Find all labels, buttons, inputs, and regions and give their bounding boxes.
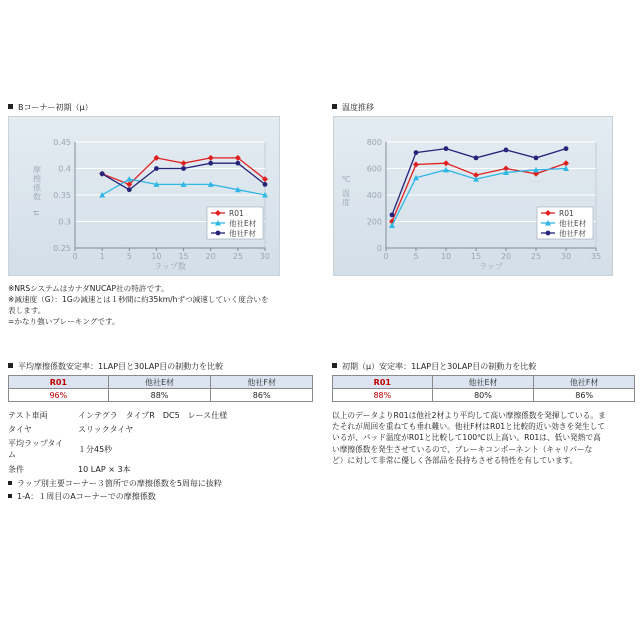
value-f: 86% <box>534 389 635 402</box>
right-line-chart <box>334 117 612 275</box>
x-axis-label: ラップ数 <box>154 262 186 271</box>
square-bullet-icon <box>332 363 337 368</box>
square-bullet-icon <box>8 494 12 498</box>
data-point <box>413 162 419 168</box>
notes <box>8 283 269 327</box>
x-tick-label: 20 <box>500 252 512 261</box>
data-point <box>181 160 187 166</box>
x-tick-label: 25 <box>232 252 243 261</box>
left-chart-title <box>8 102 93 113</box>
right-chart-panel <box>333 116 613 276</box>
x-tick-label: 10 <box>151 252 162 261</box>
paragraph-line: いるが、パッド温度がR01と比較して100℃以上高い。R01は、低い発熱で高 <box>332 433 601 443</box>
x-tick-label: 5 <box>413 252 419 261</box>
x-tick-label: 15 <box>470 252 482 261</box>
condition-label: 平均ラップタイ <box>8 439 64 448</box>
left-chart-title-text: Bコーナー初期（μ） <box>18 103 93 112</box>
legend-label: 他社F材 <box>559 229 586 238</box>
condition-value: インテグラ タイプR DC5 レース仕様 <box>78 411 228 420</box>
x-tick-label: 1 <box>99 252 105 261</box>
header-f: 他社F材 <box>211 376 313 389</box>
legend-marker <box>546 231 551 236</box>
legend-marker <box>216 231 221 236</box>
condition-value: スリックタイヤ <box>78 425 134 434</box>
right-table-title-text: 初期（μ）安定率：1LAP目と30LAP目の制動力を比較 <box>342 362 537 371</box>
table-header-row <box>333 376 635 389</box>
bullet-item <box>8 491 156 502</box>
data-point <box>474 156 479 161</box>
condition-label: ム <box>8 450 16 459</box>
header-e: 他社E材 <box>108 376 211 389</box>
x-tick-label: 0 <box>72 252 78 261</box>
bullet-item <box>8 478 222 489</box>
data-point <box>390 212 395 217</box>
square-bullet-icon <box>8 104 13 109</box>
right-chart-title <box>332 102 374 113</box>
x-tick-label: 20 <box>205 252 216 261</box>
x-tick-label: 25 <box>530 252 542 261</box>
x-tick-label: 30 <box>560 252 572 261</box>
value-r01: 88% <box>333 389 433 402</box>
bullet-text: ラップ別主要コーナー３箇所での摩擦係数を5周毎に抜粋 <box>17 479 222 488</box>
left-table-title <box>8 361 223 372</box>
data-point <box>443 160 449 166</box>
data-point <box>534 156 539 161</box>
data-point <box>504 148 509 153</box>
y-axis-label: 摩擦係数 μ <box>32 165 42 217</box>
paragraph-line: ど）に対して非常に優しく各部品を長持ちさせる特性を有しています。 <box>332 455 578 465</box>
y-tick-label: 0.25 <box>53 244 71 253</box>
value-r01: 96% <box>9 389 109 402</box>
series-line <box>392 149 566 215</box>
table-row <box>9 389 313 402</box>
data-point <box>443 167 449 173</box>
header-r01: R01 <box>9 376 109 389</box>
condition-label: テスト車両 <box>8 411 48 420</box>
data-point <box>563 160 569 166</box>
value-f: 86% <box>211 389 313 402</box>
note-line: ※減速度（G）：1Gの減速とは１秒間に約35km/hずつ減速していく度合いを <box>8 295 269 304</box>
bullet-text: 1-A：１周目のAコーナーでの摩擦係数 <box>17 492 156 501</box>
paragraph-line: たそれが周回を重ねても垂れ難い。他社F材はR01と比較的近い効きを発生して <box>332 422 606 432</box>
x-axis-label: ラップ <box>479 262 503 271</box>
y-tick-label: 0.35 <box>53 191 71 200</box>
data-point <box>414 150 419 155</box>
data-point <box>208 155 214 161</box>
data-point <box>127 187 132 192</box>
y-tick-label: 0 <box>376 244 382 253</box>
y-tick-label: 400 <box>366 191 382 200</box>
y-tick-label: 0.4 <box>58 164 71 174</box>
x-tick-label: 30 <box>259 252 271 261</box>
y-tick-label: 200 <box>366 217 382 227</box>
y-axis-label: ℃ 温度 <box>341 175 351 207</box>
right-chart-title-text: 温度推移 <box>342 103 374 112</box>
data-point <box>208 161 213 166</box>
y-tick-label: 600 <box>366 164 382 174</box>
x-tick-label: 35 <box>590 252 602 261</box>
table-header-row <box>9 376 313 389</box>
data-point <box>235 161 240 166</box>
right-table-title <box>332 361 536 372</box>
x-tick-label: 10 <box>440 252 452 261</box>
data-point <box>154 166 159 171</box>
square-bullet-icon <box>8 481 12 485</box>
y-tick-label: 0.3 <box>58 217 71 227</box>
legend-label: 他社E材 <box>229 219 257 228</box>
condition-label: タイヤ <box>8 425 32 434</box>
data-point <box>444 146 449 151</box>
x-tick-label: 0 <box>383 252 389 261</box>
left-stability-table <box>8 375 313 402</box>
legend-label: 他社E材 <box>559 219 587 228</box>
left-chart-panel <box>8 116 280 276</box>
value-e: 88% <box>108 389 211 402</box>
legend-label: 他社F材 <box>229 229 256 238</box>
legend-label: R01 <box>559 209 574 218</box>
data-point <box>389 222 395 228</box>
right-stability-table <box>332 375 635 402</box>
paragraph-line: 以上のデータよりR01は他社2材より平均して高い摩擦係数を発揮している。ま <box>332 411 606 420</box>
x-tick-label: 15 <box>178 252 189 261</box>
y-tick-label: 0.45 <box>53 138 71 147</box>
y-tick-label: 800 <box>366 138 382 147</box>
condition-label: 条件 <box>8 465 24 474</box>
header-e: 他社E材 <box>432 376 534 389</box>
data-point <box>564 146 569 151</box>
data-point <box>100 171 105 176</box>
note-line: =かなり強いブレーキングです。 <box>8 317 120 326</box>
legend-label: R01 <box>229 209 244 218</box>
square-bullet-icon <box>332 104 337 109</box>
series-他社F材 <box>390 146 569 217</box>
left-line-chart <box>9 117 279 275</box>
condition-value: １分45秒 <box>78 445 113 454</box>
square-bullet-icon <box>8 363 13 368</box>
note-line: 表します。 <box>8 306 46 315</box>
note-line: ※NRSシステムはカナダNUCAP社の特許です。 <box>8 284 169 293</box>
header-r01: R01 <box>333 376 433 389</box>
data-point <box>263 182 268 187</box>
left-table-title-text: 平均摩擦係数安定率：1LAP目と30LAP目の制動力を比較 <box>18 362 224 371</box>
paragraph-line: い摩擦係数を発生させているので、ブレーキコンポーネント（キャリパーな <box>332 444 593 454</box>
header-f: 他社F材 <box>534 376 635 389</box>
data-point <box>181 166 186 171</box>
summary-paragraph <box>332 410 606 466</box>
value-e: 80% <box>432 389 534 402</box>
table-row <box>333 389 635 402</box>
condition-value: 10 LAP × 3本 <box>78 465 131 474</box>
x-tick-label: 5 <box>126 252 132 261</box>
